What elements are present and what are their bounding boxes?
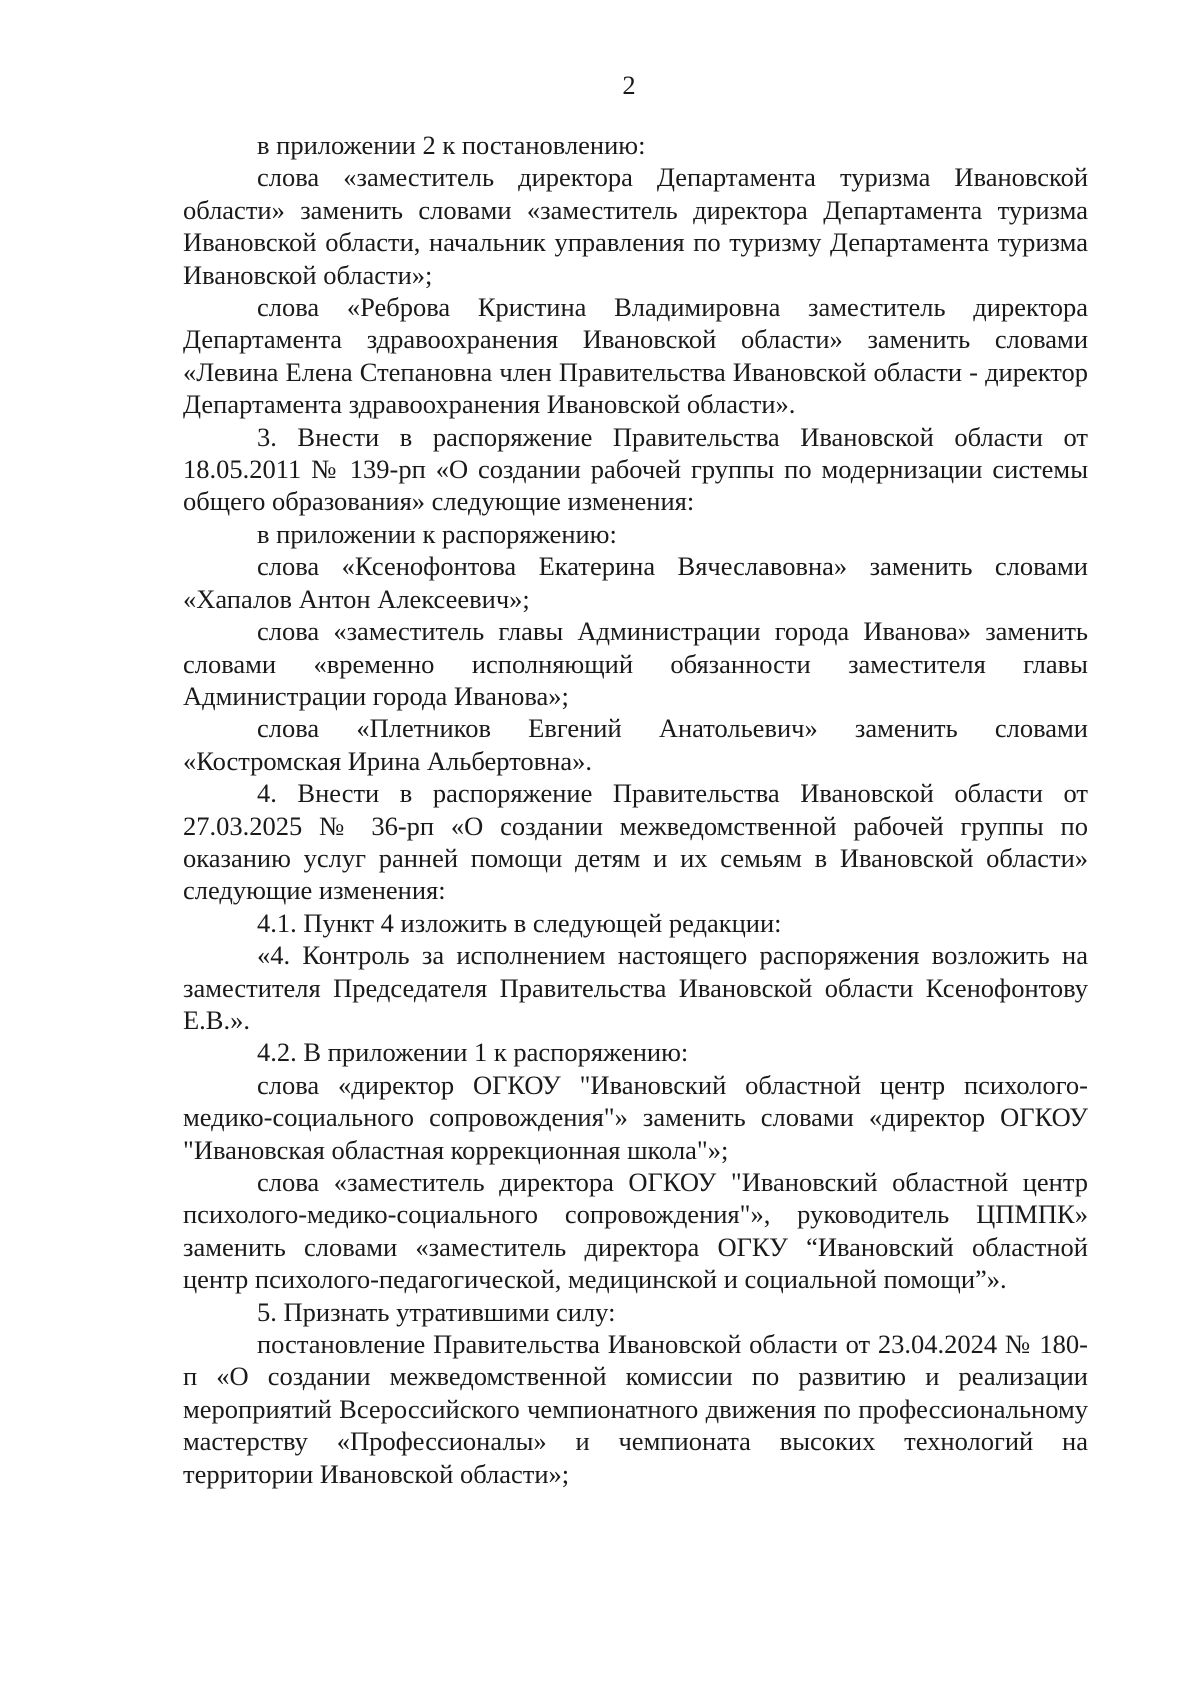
paragraph: «4. Контроль за исполнением настоящего распоряжения возложить на заместителя Председателя Правительства Ивановской области Ксенофонтову Е.В.». [183,940,1088,1035]
paragraph: слова «Реброва Кристина Владимировна заместитель директора Департамента здравоохранения Ивановской области» заменить словами «Левина Елена Степановна член Правительства Ивановской области - директор Департамента здравоохранения Ивановской области». [183,292,1088,420]
paragraph: слова «заместитель главы Администрации города Иванова» заменить словами «временно исполняющий обязанности заместителя главы Администрации города Иванова»; [183,616,1088,711]
paragraph: в приложении 2 к постановлению: [257,130,646,160]
paragraph: в приложении к распоряжению: [257,518,617,549]
paragraph: слова «заместитель директора Департамента туризма Ивановской области» заменить словами «заместитель директора Департамента туризма Ивановской области, начальник управления по туризму Департамента туризма Ивановской области»; [183,162,1088,290]
paragraph: слова «Ксенофонтова Екатерина Вячеславовна» заменить словами «Хапалов Антон Алексеевич»; [183,551,1088,614]
paragraph: 4. Внести в распоряжение Правительства Ивановской области от 27.03.2025 № 36-рп «О создании межведомственной рабочей группы по оказанию услуг ранней помощи детям и их семьям в Ивановской области» следующие изменения: [183,778,1088,906]
page-number: 2 [622,70,636,100]
paragraph: слова «заместитель директора ОГКОУ "Ивановский областной центр психолого-медико-социального сопровождения"», руководитель ЦПМПК» заменить словами «заместитель директора ОГКУ “Ивановский областной центр психолого-педагогической, медицинской и социальной помощи”». [183,1167,1088,1295]
paragraph: слова «директор ОГКОУ "Ивановский областной центр психолого-медико-социального сопровождения"» заменить словами «директор ОГКОУ "Ивановская областная коррекционная школа"»; [183,1069,1088,1165]
paragraph: 4.2. В приложении 1 к распоряжению: [257,1037,689,1068]
paragraph: постановление Правительства Ивановской области от 23.04.2024 № 180-п «О создании межведомственной комиссии по развитию и реализации мероприятий Всероссийского чемпионатного движения по профессиональному мастерству «Профессионалы» и чемпионата высоких технологий на территории Ивановской области»; [183,1329,1088,1489]
paragraph: слова «Плетников Евгений Анатольевич» заменить словами «Костромская Ирина Альбертовна». [183,713,1088,776]
paragraph: 5. Признать утратившими силу: [257,1296,616,1327]
document-body [183,129,1088,1490]
paragraph: 4.1. Пункт 4 изложить в следующей редакции: [257,907,782,938]
paragraph: 3. Внести в распоряжение Правительства Ивановской области от 18.05.2011 № 139-рп «О создании рабочей группы по модернизации системы общего образования» следующие изменения: [183,421,1088,517]
